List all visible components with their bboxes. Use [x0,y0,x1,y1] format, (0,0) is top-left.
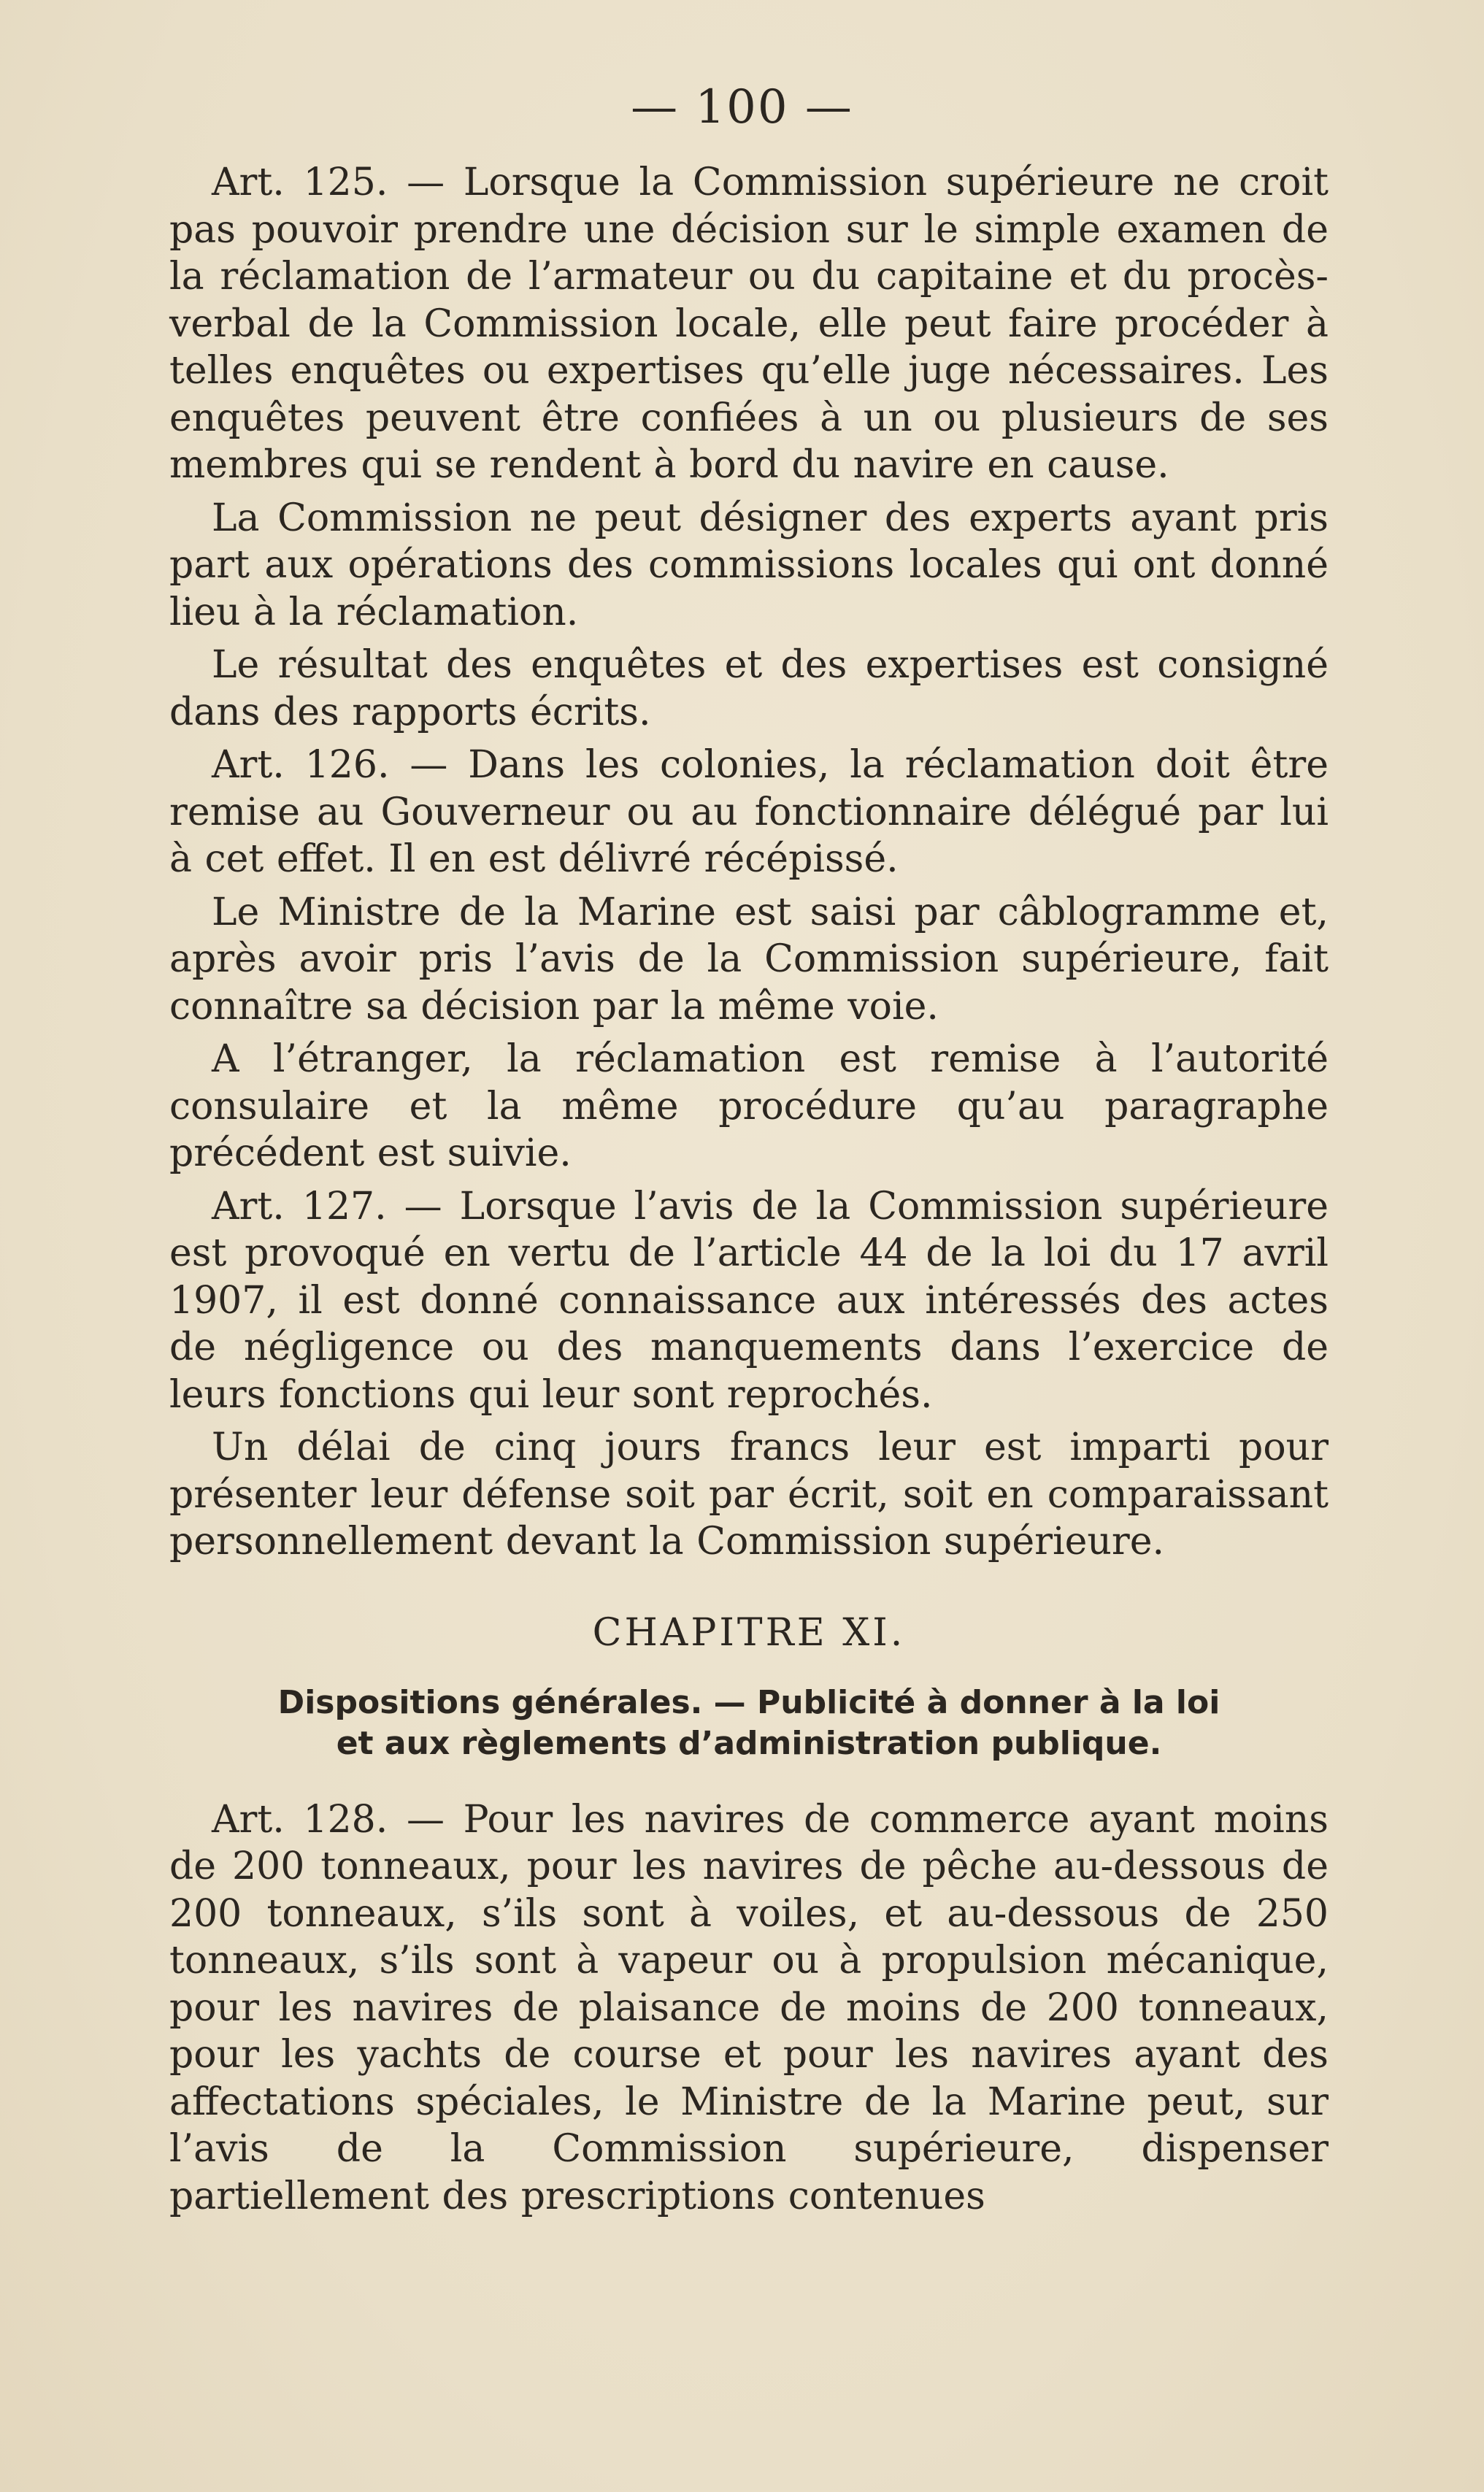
page-body [169,159,1329,2220]
article-126-abroad-paragraph: A l’étranger, la réclamation est remise à l’autorité consulaire et la même procédure qu’au paragraphe précédent est suivie. [169,1037,1329,1175]
section-title [169,1683,1329,1764]
chapter-heading: CHAPITRE XI. [592,1610,906,1655]
article-126-paragraph: Art. 126. — Dans les colonies, la réclamation doit être remise au Gouverneur ou au fonctionnaire délégué par lui à cet effet. Il en est délivré récépissé. [169,743,1329,881]
article-127-paragraph: Art. 127. — Lorsque l’avis de la Commission supérieure est provoqué en vertu de l’article 44 de la loi du 17 avril 1907, il est donné connaissance aux intéressés des actes de négligence ou des manquements dans l’exercice de leurs fonctions qui leur sont reprochés. [169,1184,1329,1417]
article-128-paragraph: Art. 128. — Pour les navires de commerce ayant moins de 200 tonneaux, pour les navires de pêche au-dessous de 200 tonneaux, s’ils sont à voiles, et au-dessous de 250 tonneaux, s’ils sont à vapeur ou à propulsion mécanique, pour les navires de plaisance de moins de 200 tonneaux, pour les yachts de course et pour les navires ayant des affectations spéciales, le Ministre de la Marine peut, sur l’avis de la Commission supérieure, dispenser partiellement des prescriptions contenues [169,1797,1329,2218]
section-title-line-1: Dispositions générales. — Publicité à donner à la loi [277,1683,1220,1721]
article-126-minister-paragraph: Le Ministre de la Marine est saisi par câblogramme et, après avoir pris l’avis de la Commission supérieure, fait connaître sa décision par la même voie. [169,890,1329,1028]
article-125-experts-paragraph: La Commission ne peut désigner des experts ayant pris part aux opérations des commissions locales qui ont donné lieu à la réclamation. [169,496,1329,634]
article-127-delay-paragraph: Un délai de cinq jours francs leur est imparti pour présenter leur défense soit par écrit, soit en comparaissant personnellement devant la Commission supérieure. [169,1426,1329,1564]
section-title-line-2: et aux règlements d’administration publique. [336,1724,1162,1762]
article-125-reports-paragraph: Le résultat des enquêtes et des expertises est consigné dans des rapports écrits. [169,643,1329,734]
page-number: — 100 — [631,80,853,134]
article-125-paragraph: Art. 125. — Lorsque la Commission supérieure ne croit pas pouvoir prendre une décision sur le simple examen de la réclamation de l’armateur ou du capitaine et du procès-verbal de la Commission locale, elle peut faire procéder à telles enquêtes ou expertises qu’elle juge nécessaires. Les enquêtes peuvent être confiées à un ou plusieurs de ses membres qui se rendent à bord du navire en cause. [169,161,1329,487]
